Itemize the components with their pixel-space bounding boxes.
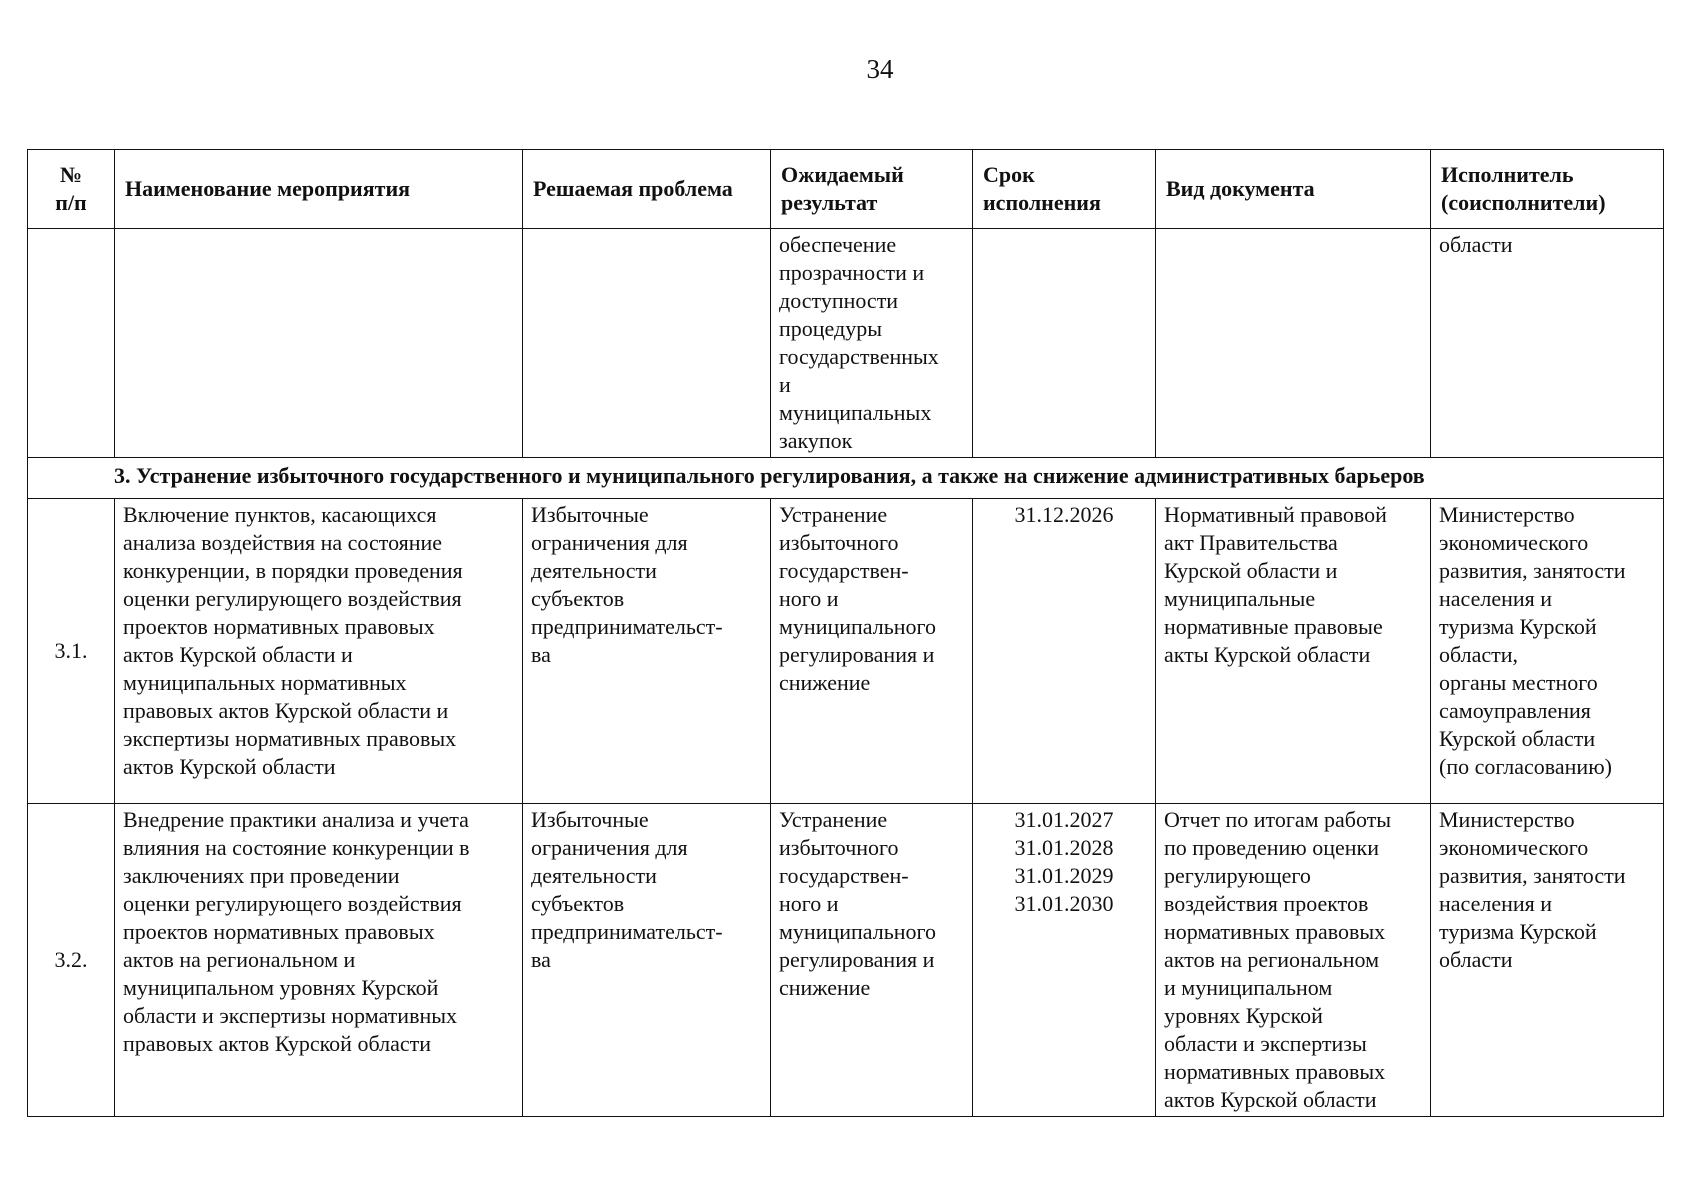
cell-result: Устранение избыточного государствен- ного и муниципального регулирования и снижение [771, 804, 973, 1117]
cell-problem: Избыточные ограничения для деятельности субъектов предпринимательст- ва [523, 499, 771, 804]
cell-problem [523, 229, 771, 458]
cell-executor: Министерство экономического развития, занятости населения и туризма Курской области, органы местного самоуправления Курской области (по согласованию) [1431, 499, 1664, 804]
table-header-row [28, 150, 1664, 229]
header-measure-name: Наименование мероприятия [115, 150, 523, 229]
cell-number: 3.1. [28, 499, 115, 804]
cell-measure-name: Включение пунктов, касающихся анализа воздействия на состояние конкуренции, в порядки проведения оценки регулирующего воздействия проектов нормативных правовых актов Курской области и муниципальных нормативных правовых актов Курской области и экспертизы нормативных правовых актов Курской области [115, 499, 523, 804]
cell-result: Устранение избыточного государствен- ного и муниципального регулирования и снижение [771, 499, 973, 804]
cell-document-type: Нормативный правовой акт Правительства Курской области и муниципальные нормативные правовые акты Курской области [1156, 499, 1431, 804]
cell-document-type [1156, 229, 1431, 458]
header-deadline: Срок исполнения [973, 150, 1156, 229]
cell-measure-name [115, 229, 523, 458]
table-row [28, 499, 1664, 804]
cell-executor: Министерство экономического развития, занятости населения и туризма Курской области [1431, 804, 1664, 1117]
cell-problem: Избыточные ограничения для деятельности субъектов предпринимательст- ва [523, 804, 771, 1117]
measures-table-container [27, 149, 1663, 1117]
page-number: 34 [866, 54, 894, 84]
cell-number [28, 229, 115, 458]
header-document-type: Вид документа [1156, 150, 1431, 229]
cell-result: обеспечение прозрачности и доступности процедуры государственных и муниципальных закупок [771, 229, 973, 458]
cell-deadline: 31.12.2026 [973, 499, 1156, 804]
cell-deadline: 31.01.2027 31.01.2028 31.01.2029 31.01.2030 [973, 804, 1156, 1117]
header-problem: Решаемая проблема [523, 150, 771, 229]
header-result: Ожидаемый результат [771, 150, 973, 229]
cell-measure-name: Внедрение практики анализа и учета влияния на состояние конкуренции в заключениях при проведении оценки регулирующего воздействия проектов нормативных правовых актов на региональном и муниципальном уровнях Курской области и экспертизы нормативных правовых актов Курской области [115, 804, 523, 1117]
measures-table [27, 149, 1664, 1117]
cell-deadline [973, 229, 1156, 458]
header-executor: Исполнитель (соисполнители) [1431, 150, 1664, 229]
header-number: № п/п [28, 150, 115, 229]
cell-executor: области [1431, 229, 1664, 458]
cell-document-type: Отчет по итогам работы по проведению оценки регулирующего воздействия проектов нормативных правовых актов на региональном и муниципальном уровнях Курской области и экспертизы нормативных правовых актов Курской области [1156, 804, 1431, 1117]
table-row-continuation [28, 229, 1664, 458]
table-row [28, 804, 1664, 1117]
cell-number: 3.2. [28, 804, 115, 1117]
section-heading-row [28, 458, 1664, 499]
section-title: 3. Устранение избыточного государственного и муниципального регулирования, а также на снижение административных барьеров [28, 458, 1664, 499]
